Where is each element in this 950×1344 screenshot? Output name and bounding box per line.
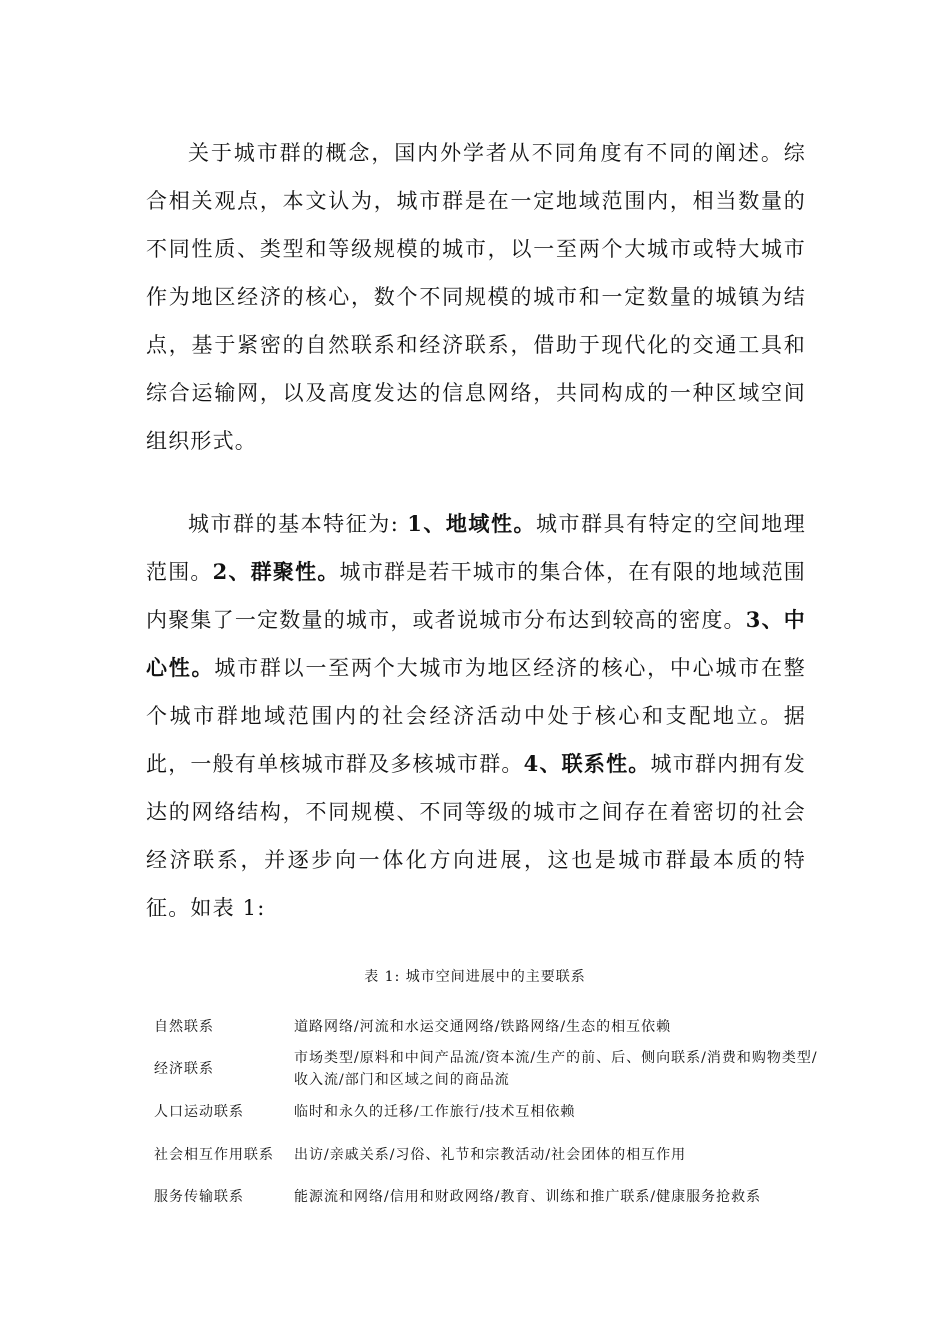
row-description: 出访/亲戚关系/习俗、礼节和宗教活动/社会团体的相互作用 — [294, 1147, 687, 1163]
row-description: 市场类型/原料和中间产品流/资本流/生产的前、后、侧向联系/消费和购物类型/收入流/部门和区域之间的商品流 — [294, 1050, 818, 1088]
table-caption: 表 1: 城市空间进展中的主要联系 — [364, 969, 586, 985]
relations-table — [146, 1012, 824, 1212]
row-category: 人口运动联系 — [154, 1104, 244, 1120]
feature-4-text: 城市群内拥有发达的网络结构，不同规模、不同等级的城市之间存在着密切的社会经济联系，并逐步向一体化方向进展，这也是城市群最本质的特征。如表 1: — [146, 752, 806, 920]
features-intro: 城市群的基本特征为: — [188, 512, 408, 536]
table-row — [146, 1096, 824, 1128]
feature-2-label: 2、群聚性。 — [212, 559, 340, 584]
row-category: 社会相互作用联系 — [154, 1147, 274, 1163]
feature-3-label: 3、中心性。 — [146, 607, 806, 680]
row-description: 道路网络/河流和水运交通网络/铁路网络/生态的相互依赖 — [294, 1019, 672, 1035]
table-row — [146, 1128, 824, 1182]
row-category: 自然联系 — [154, 1019, 214, 1035]
row-description: 临时和永久的迁移/工作旅行/技术互相依赖 — [294, 1104, 576, 1120]
feature-3-text: 城市群以一至两个大城市为地区经济的核心，中心城市在整个城市群地域范围内的社会经济活动中处于核心和支配地立。据此，一般有单核城市群及多核城市群。 — [146, 656, 806, 776]
row-category: 服务传输联系 — [154, 1189, 244, 1205]
table-row — [146, 1012, 824, 1042]
row-description: 能源流和网络/信用和财政网络/教育、训练和推广联系/健康服务抢救系 — [294, 1189, 762, 1205]
feature-1-text: 城市群具有特定的空间地理范围。 — [146, 512, 807, 584]
feature-1-label: 1、地域性。 — [407, 511, 537, 536]
feature-4-label: 4、联系性。 — [523, 751, 651, 776]
paragraph-features — [146, 500, 806, 932]
feature-2-text: 城市群是若干城市的集合体，在有限的地域范围内聚集了一定数量的城市，或者说城市分布达到较高的密度。 — [146, 560, 806, 632]
row-category: 经济联系 — [154, 1061, 214, 1077]
table-row — [146, 1042, 824, 1096]
paragraph-definition: 关于城市群的概念，国内外学者从不同角度有不同的阐述。综合相关观点，本文认为，城市群是在一定地域范围内，相当数量的不同性质、类型和等级规模的城市，以一至两个大城市或特大城市作为地区经济的核心，数个不同规模的城市和一定数量的城镇为结点，基于紧密的自然联系和经济联系，借助于现代化的交通工具和综合运输网，以及高度发达的信息网络，共同构成的一种区域空间组织形式。 — [146, 141, 806, 453]
table-row — [146, 1182, 824, 1212]
